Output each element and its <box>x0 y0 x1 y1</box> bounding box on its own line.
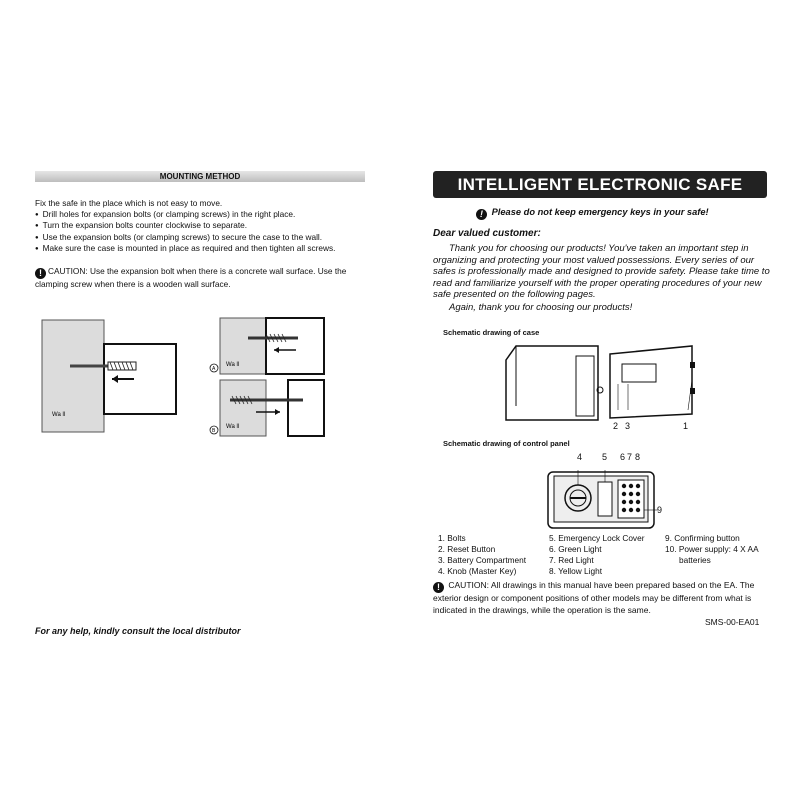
legend-item: 4. Knob (Master Key) <box>438 566 517 576</box>
legend-item: 3. Battery Compartment <box>438 555 527 565</box>
emergency-lock-cover <box>598 482 612 516</box>
figure-b-label: B <box>212 428 216 434</box>
callout-7: 7 <box>627 452 633 462</box>
document-code: SMS-00-EA01 <box>705 617 760 627</box>
battery-compartment <box>622 364 656 382</box>
legend-item: 5. Emergency Lock Cover <box>549 533 645 543</box>
emergency-keys-warning <box>476 207 709 220</box>
legend-column-3 <box>665 533 775 566</box>
wall-mount-figure <box>40 318 180 436</box>
safe-panel <box>288 380 324 436</box>
legend-column-1 <box>438 533 548 577</box>
safe-opening <box>576 356 594 416</box>
callout-1: 1 <box>683 421 689 431</box>
legend-item: 9. Confirming button <box>665 533 740 543</box>
callout-9: 9 <box>657 505 663 515</box>
legend-item: 2. Reset Button <box>438 544 496 554</box>
mounting-step: ● Make sure the case is mounted in place as required and then tighten all screws. <box>35 243 375 254</box>
legend-item: 1. Bolts <box>438 533 466 543</box>
case-schematic <box>498 340 698 425</box>
callout-3: 3 <box>625 421 631 431</box>
wall-label: Wa ll <box>226 362 240 368</box>
safe-body <box>506 346 598 420</box>
bolt <box>690 362 695 368</box>
mounting-intro: Fix the safe in the place which is not easy to move. <box>35 198 223 208</box>
mounting-caution <box>35 266 370 290</box>
callout-2: 2 <box>613 421 619 431</box>
mounting-step: ● Turn the expansion bolts counter clockwise to separate. <box>35 220 375 231</box>
figure-a-label: A <box>212 366 216 372</box>
manual-title: INTELLIGENT ELECTRONIC SAFE <box>433 171 767 198</box>
legend-item: 10. Power supply: 4 X AA <box>665 544 759 554</box>
control-panel-schematic <box>546 470 666 532</box>
legend-item: batteries <box>679 555 711 565</box>
mounting-steps <box>35 209 375 254</box>
case-drawing-title: Schematic drawing of case <box>443 328 540 337</box>
mounting-method-header: MOUNTING METHOD <box>35 171 365 182</box>
figure-b <box>208 378 358 440</box>
wall-label: Wa ll <box>226 424 240 430</box>
callout-5: 5 <box>602 452 608 462</box>
greeting: Dear valued customer: <box>433 228 541 239</box>
warning-icon: ! <box>476 209 487 220</box>
arrow-head <box>275 409 280 415</box>
mounting-step: ● Drill holes for expansion bolts (or clamping screws) in the right place. <box>35 209 375 220</box>
legend-item: 6. Green Light <box>549 544 602 554</box>
footer-help-text: For any help, kindly consult the local distributor <box>35 626 241 636</box>
callout-8: 8 <box>635 452 641 462</box>
legend-column-2 <box>549 533 665 577</box>
legend-item: 7. Red Light <box>549 555 594 565</box>
legend-item: 8. Yellow Light <box>549 566 603 576</box>
panel-drawing-title: Schematic drawing of control panel <box>443 439 570 448</box>
figure-a <box>208 316 358 378</box>
callout-4: 4 <box>577 452 583 462</box>
warning-icon: ! <box>433 582 444 593</box>
drawings-caution-text: CAUTION: All drawings in this manual have been prepared based on the EA. The exterior design or component positions of other models may be different from what is indicated in the drawings, while the operation is the same. <box>433 580 755 615</box>
warning-icon: ! <box>35 268 46 279</box>
mounting-step: ● Use the expansion bolts (or clamping screws) to secure the case to the wall. <box>35 232 375 243</box>
emergency-keys-warning-text: Please do not keep emergency keys in your safe! <box>491 207 709 217</box>
drawings-caution <box>433 580 773 616</box>
mounting-caution-line2: clamping screw when there is a wooden wall surface. <box>35 279 231 289</box>
callout-6: 6 <box>620 452 626 462</box>
letter-closing: Again, thank you for choosing our products! <box>449 302 633 313</box>
welcome-letter: Thank you for choosing our products! You've taken an important step in organizing and protecting your most valued possessions. Every series of our safes is professionally made and designed to provide safety. Please take time to read and familiarize yourself with the proper operating procedures of your new safe presented on the following pages. <box>433 243 770 300</box>
wall-label: Wa ll <box>52 412 66 418</box>
safe-panel <box>266 318 324 374</box>
mounting-caution-line1: CAUTION: Use the expansion bolt when there is a concrete wall surface. Use the <box>48 266 347 276</box>
